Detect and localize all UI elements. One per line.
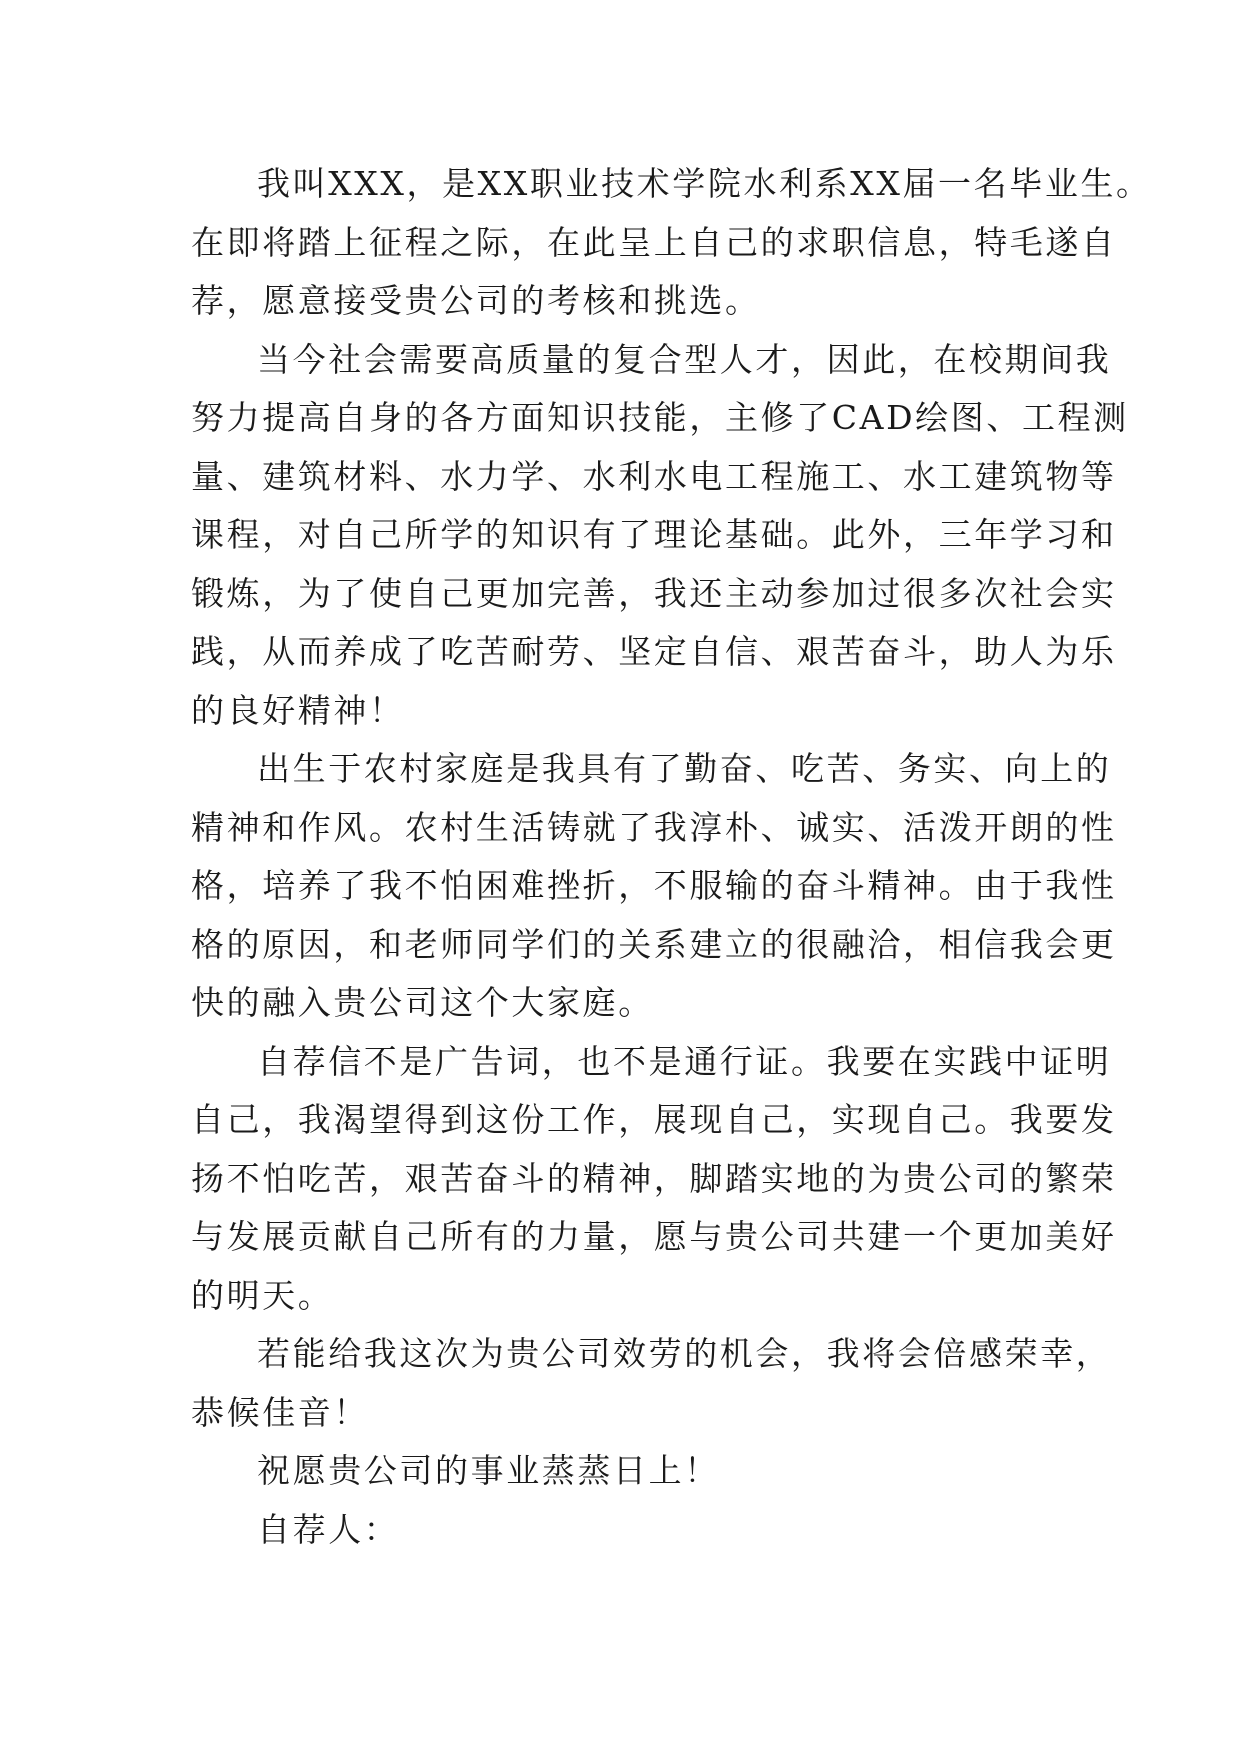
- text-line: 恭候佳音！: [191, 1392, 369, 1432]
- text-line: 践，从而养成了吃苦耐劳、坚定自信、艰苦奋斗，助人为乐: [191, 632, 1117, 671]
- text-line: 在即将踏上征程之际，在此呈上自己的求职信息，特毛遂自: [191, 222, 1117, 262]
- text-line: 扬不怕吃苦，艰苦奋斗的精神，脚踏实地的为贵公司的繁荣: [191, 1158, 1117, 1198]
- text-line: 若能给我这次为贵公司效劳的机会，我将会倍感荣幸，: [257, 1334, 1112, 1373]
- text-line: 出生于农村家庭是我具有了勤奋、吃苦、务实、向上的: [257, 749, 1112, 788]
- paragraph-request: [191, 1325, 1112, 1442]
- text-line: 格的原因，和老师同学们的关系建立的很融洽，相信我会更: [191, 924, 1117, 964]
- text-line: 自己，我渴望得到这份工作，展现自己，实现自己。我要发: [191, 1100, 1117, 1139]
- text-line: 我叫XXX，是XX职业技术学院水利系XX届一名毕业生。: [257, 164, 1152, 203]
- text-line: 荐，愿意接受贵公司的考核和挑选。: [191, 281, 761, 320]
- text-line: 快的融入贵公司这个大家庭。: [191, 983, 654, 1022]
- text-line: 格，培养了我不怕困难挫折，不服输的奋斗精神。由于我性: [191, 866, 1117, 905]
- text-line: 当今社会需要高质量的复合型人才，因此，在校期间我: [257, 339, 1112, 379]
- text-line: 精神和作风。农村生活铸就了我淳朴、诚实、活泼开朗的性: [191, 807, 1117, 847]
- text-line: 的良好精神！: [191, 690, 405, 730]
- paragraph-background: [191, 740, 1117, 1033]
- text-line: 的明天。: [191, 1275, 334, 1315]
- text-line: 课程，对自己所学的知识有了理论基础。此外，三年学习和: [191, 515, 1117, 554]
- text-line: 锻炼，为了使自己更加完善，我还主动参加过很多次社会实: [191, 573, 1117, 613]
- paragraph-education: [191, 331, 1129, 741]
- text-line: 与发展贡献自己所有的力量，愿与贵公司共建一个更加美好: [191, 1217, 1117, 1256]
- paragraph-commitment: [191, 1033, 1117, 1326]
- closing-wish: 祝愿贵公司的事业蒸蒸日上！: [257, 1451, 720, 1490]
- text-line: 量、建筑材料、水力学、水利水电工程施工、水工建筑物等: [191, 456, 1117, 496]
- paragraph-intro: [191, 155, 1152, 331]
- signature-label: 自荐人：: [257, 1509, 400, 1549]
- self-recommendation-letter: [191, 155, 1152, 1559]
- text-line: 努力提高自身的各方面知识技能，主修了CAD绘图、工程测: [191, 398, 1129, 437]
- text-line: 自荐信不是广告词，也不是通行证。我要在实践中证明: [257, 1041, 1112, 1081]
